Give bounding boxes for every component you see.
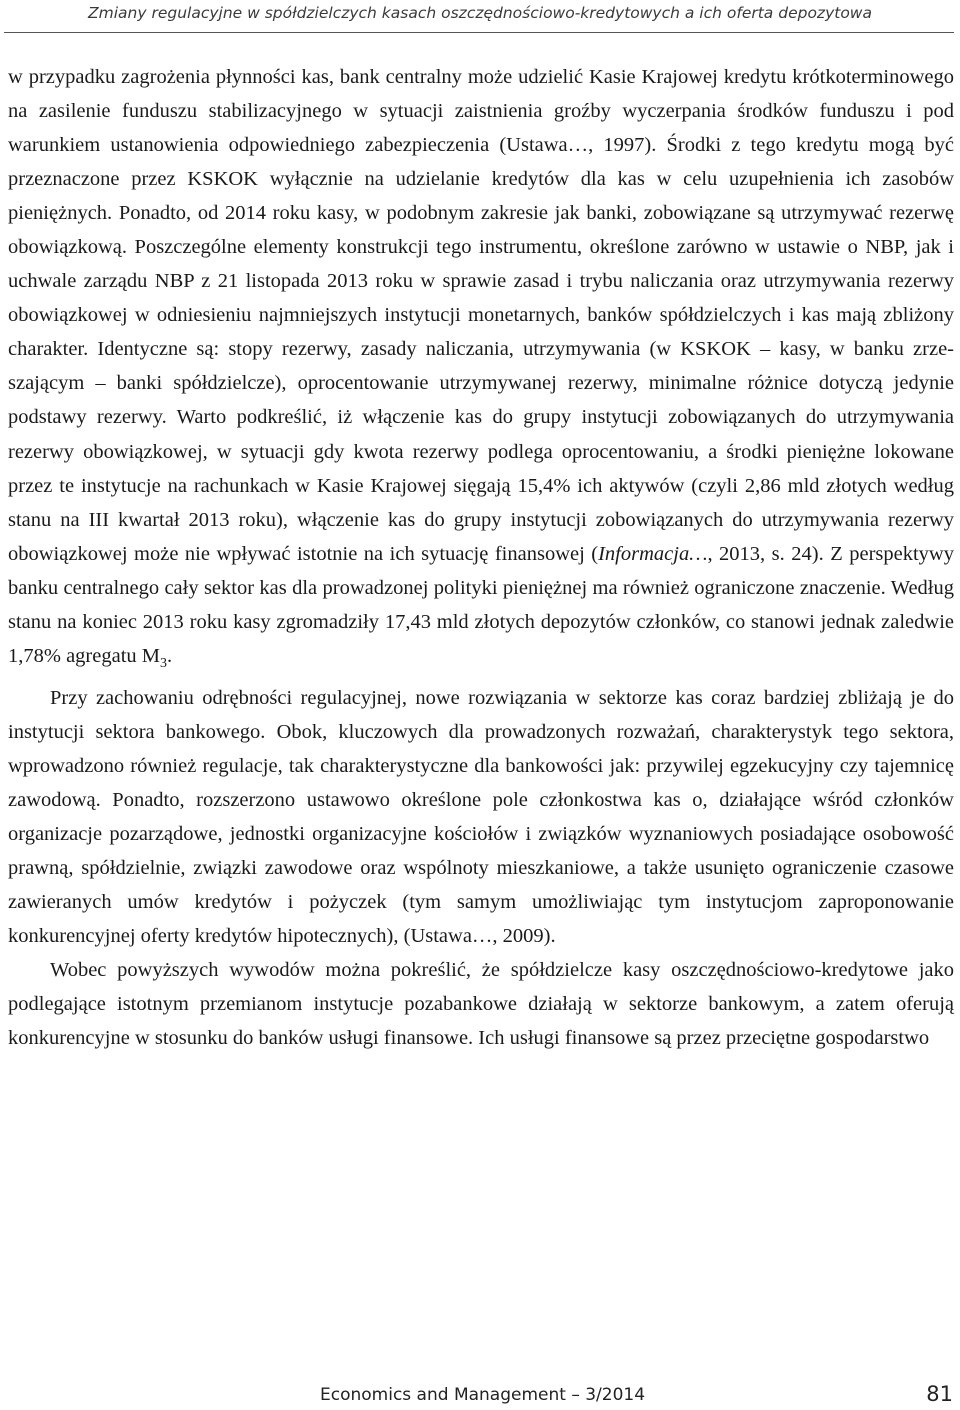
running-title: Zmiany regulacyjne w spółdzielczych kasach oszczędnościowo-kredytowych a ich oferta depozytowa [88, 4, 872, 22]
page-footer [0, 1382, 960, 1410]
running-header [0, 0, 960, 34]
journal-citation: Economics and Management – 3/2014 [320, 1385, 646, 1405]
citation-informacja: Informacja… [598, 542, 708, 565]
aggregate-subscript: 3 [160, 655, 167, 671]
paragraph-2: Przy zachowaniu odrębności regulacyjnej, nowe rozwiązania w sektorze kas coraz bardziej zbliżają je do instytucji sektora bankowego. Obok, kluczowych dla prowadzonych rozważań, charakterystyk tego sektora, wprowadzono również regulacje, tak charakterystyczne dla bankowości jak: przywilej egzekucyjny czy tajemnicę zawodową. Ponadto, rozszerzono ustawowo określone pole członkostwa kas o, działające wśród członków organizacje pozarządowe, jednostki organizacyjne kościołów i związków wyznaniowych posiadające osobowość prawną, spółdzielnie, związki zawodowe oraz wspólnoty mieszkaniowe, a także usunięto ograniczenie czasowe zawieranych umów kredytów i pożyczek (tym samym umożliwiając tym instytucjom zaproponowanie konkurencyjnej oferty kredytów hipotecznych), (Ustawa…, 2009). [8, 686, 954, 948]
paragraph-1-text-b: , 2013, s. 24). Z perspektywy banku centralnego cały sektor kas dla prowadzonej polityki pieniężnej ma również ograniczone znaczenie. Według stanu na koniec 2013 roku kasy zgromadziły 17,43 mld złotych depozytów członków, co stanowi jednak zaledwie 1,78% agregatu M [8, 542, 954, 667]
article-body [8, 60, 954, 1055]
paragraph-1-end: . [167, 644, 173, 667]
paragraph-1 [8, 60, 954, 681]
paragraph-1-text-a: w przypadku zagrożenia płynności kas, bank centralny może udzielić Kasie Krajowej kredytu krótkoterminowego na zasilenie funduszu stabilizacyjnego w sytuacji zaistnienia groźby wyczerpania środków funduszu i pod warunkiem ustanowienia odpowiedniego zabezpieczenia (Ustawa…, 1997). Środki z tego kredytu mogą być przeznaczone przez KSKOK wyłącznie na udzielanie kredytów dla kas w celu uzupełnienia ich zasobów pieniężnych. Ponadto, od 2014 roku kasy, w podobnym zakresie jak banki, zobowiązane są utrzymywać rezerwę obowiązkową. Poszczególne elementy konstrukcji tego instrumentu, określone zarówno w ustawie o NBP, jak i uchwale zarządu NBP z 21 listopada 2013 roku w sprawie zasad i trybu naliczania oraz utrzymywania rezerwy obowiązkowej w odniesieniu najmniejszych instytucji monetarnych, banków spółdzielczych i kas mają zbliżony charakter. Identyczne są: stopy rezerwy, zasady naliczania, utrzymywania (w KSKOK – kasy, w banku zrzeszającym – banki spółdzielcze), oprocentowanie utrzymywanej rezerwy, minimalne różnice dotyczą jedynie podstawy rezerwy. Warto podkreślić, iż włączenie kas do grupy instytucji zobowiązanych do utrzymywania rezerwy obowiązkowej, w sytuacji gdy kwota rezerwy podlega oprocentowaniu, a środki pieniężne lokowane przez te instytucje na rachunkach w Kasie Krajowej sięgają 15,4% ich aktywów (czyli 2,86 mld złotych według stanu na III kwartał 2013 roku), włączenie kas do grupy instytucji zobowiązanych do utrzymywania rezerwy obowiązkowej może nie wpływać istotnie na ich sytuację finansowej ( [8, 66, 954, 565]
page-number: 81 [926, 1382, 953, 1406]
header-divider [4, 32, 954, 33]
paragraph-3: Wobec powyższych wywodów można pokreślić, że spółdzielcze kasy oszczędnościowo-kredytowe jako podlegające istotnym przemianom instytucje pozabankowe działają w sektorze bankowym, a zatem oferują konkurencyjne w stosunku do banków usługi finansowe. Ich usługi finansowe są przez przeciętne gospodarstwo [8, 959, 954, 1050]
